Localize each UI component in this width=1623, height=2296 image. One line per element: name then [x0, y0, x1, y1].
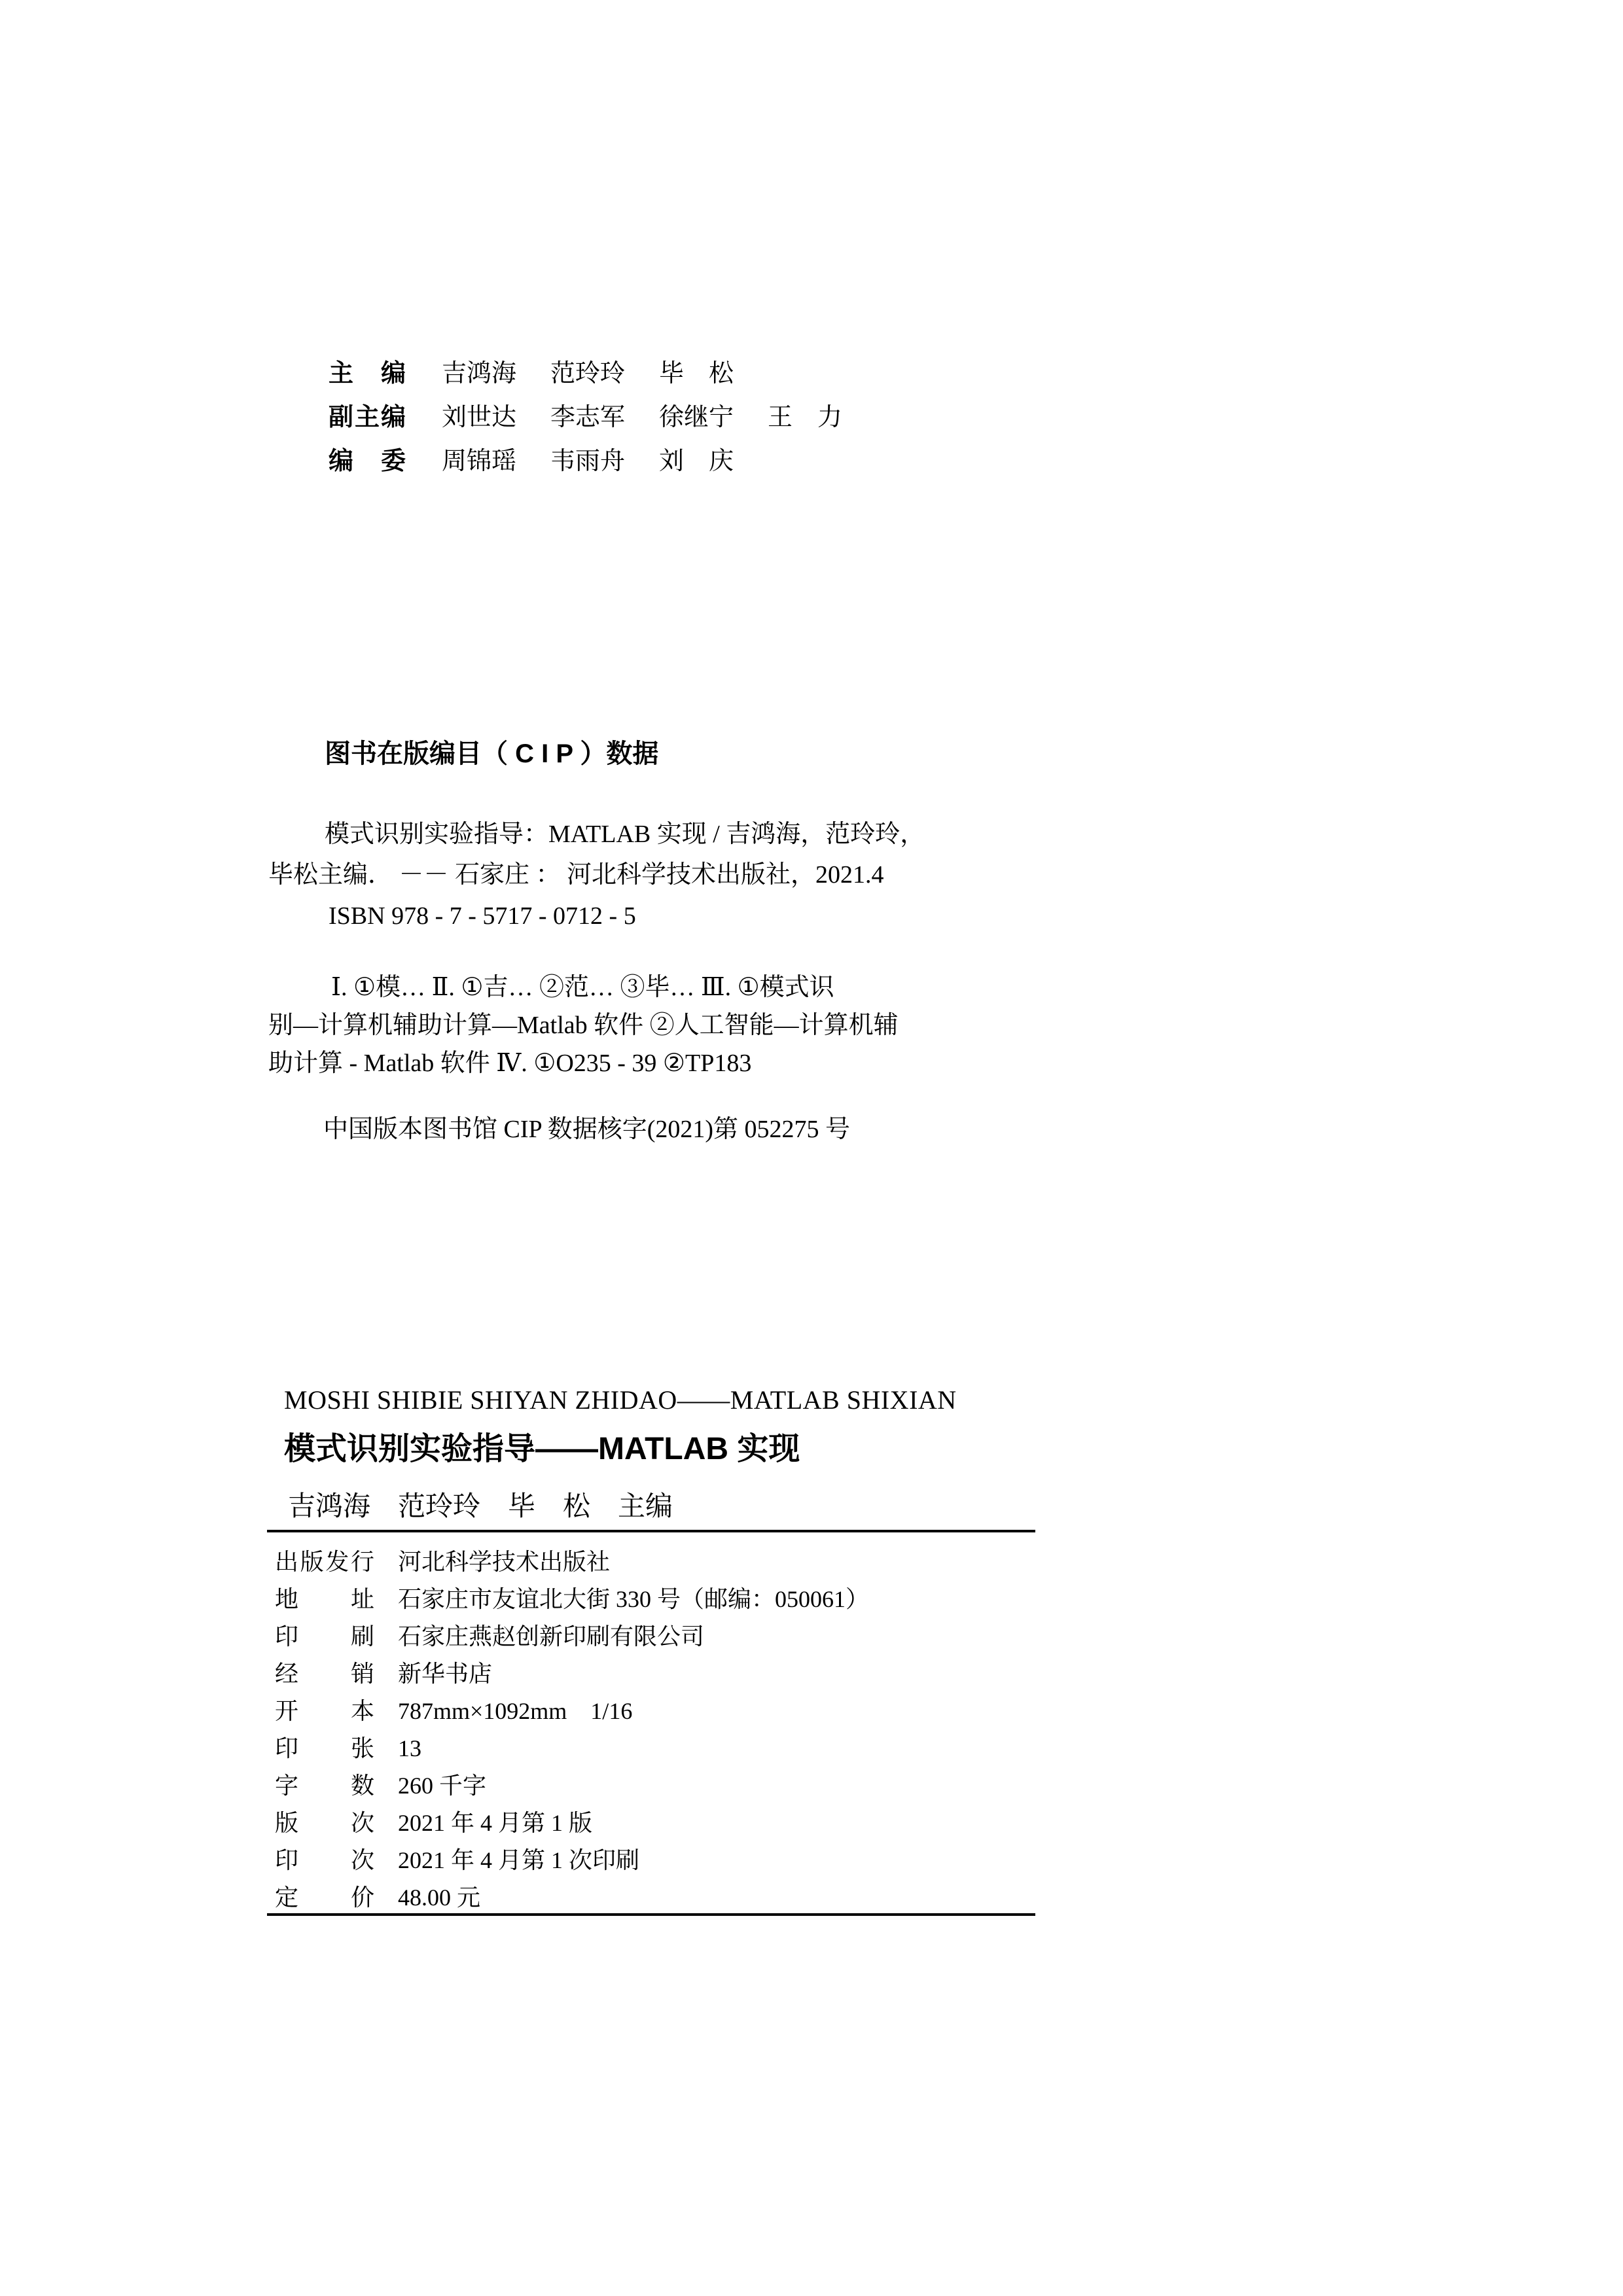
colophon-value: 260 千字: [398, 1773, 487, 1799]
editor-role-label: 编委: [329, 448, 406, 475]
cip-description: [268, 814, 1034, 895]
colophon-row-wordcount: [268, 1771, 1035, 1808]
colophon-value: 13: [398, 1735, 421, 1761]
editor-name: 周锦瑶: [442, 448, 517, 475]
colophon-value: 石家庄燕赵创新印刷有限公司: [398, 1623, 705, 1650]
cip-description-line: 模式识别实验指导：MATLAB 实现 / 吉鸿海，范玲玲，: [325, 821, 925, 848]
colophon-label: 印次: [275, 1847, 374, 1873]
divider-rule-top: [267, 1530, 1035, 1532]
editor-name: 刘世达: [442, 404, 517, 431]
colophon-value: 787mm×1092mm 1/16: [398, 1698, 633, 1724]
colophon-row-sheets: [268, 1733, 1035, 1771]
colophon-label: 印张: [275, 1735, 374, 1761]
editor-name: 韦雨舟: [550, 448, 626, 475]
classification-line: 助计算 - Matlab 软件 Ⅳ. ①O235 - 39 ②TP183: [268, 1050, 752, 1077]
byline: 吉鸿海 范玲玲 毕 松 主编: [288, 1492, 673, 1522]
editor-row-deputy: [329, 402, 842, 446]
colophon-label: 经销: [275, 1661, 374, 1687]
colophon-value: 石家庄市友谊北大街 330 号（邮编：050061）: [398, 1586, 870, 1612]
cip-description-line: 毕松主编． －－ 石家庄 ： 河北科学技术出版社，2021.4: [268, 861, 884, 889]
colophon-row-distributor: [268, 1659, 1035, 1696]
editor-name: 王 力: [768, 404, 843, 431]
colophon-table: [268, 1547, 1035, 1920]
editor-names: [442, 402, 842, 433]
colophon-row-printer: [268, 1621, 1035, 1659]
editor-names: [442, 446, 734, 476]
colophon-row-format: [268, 1696, 1035, 1733]
colophon-label: 出版发行: [275, 1549, 374, 1575]
pinyin-title: MOSHI SHIBIE SHIYAN ZHIDAO——MATLAB SHIXIAN: [284, 1385, 957, 1415]
cip-heading: 图书在版编目（ C I P ）数据: [325, 739, 659, 768]
colophon-label: 字数: [275, 1773, 374, 1799]
classification-line: Ⅰ. ①模… Ⅱ. ①吉… ②范… ③毕… Ⅲ. ①模式识: [331, 974, 834, 1001]
divider-rule-bottom: [267, 1913, 1035, 1916]
editor-row-board: [329, 446, 842, 490]
editor-name: 刘 庆: [659, 448, 734, 475]
colophon-row-edition: [268, 1808, 1035, 1845]
cip-record-line: 中国版本图书馆 CIP 数据核字(2021)第 052275 号: [323, 1116, 851, 1143]
cip-classification: [268, 968, 1034, 1082]
editor-name: 范玲玲: [550, 360, 626, 387]
editor-role-label: 主编: [329, 360, 406, 387]
editor-name: 李志军: [550, 404, 626, 431]
editor-name: 吉鸿海: [442, 360, 517, 387]
colophon-row-printing: [268, 1845, 1035, 1882]
colophon-row-address: [268, 1584, 1035, 1621]
colophon-value: 河北科学技术出版社: [398, 1549, 611, 1575]
colophon-value: 新华书店: [398, 1661, 493, 1687]
editor-name: 毕 松: [659, 360, 734, 387]
classification-line: 别—计算机辅助计算—Matlab 软件 ②人工智能—计算机辅: [268, 1012, 899, 1039]
isbn-line: ISBN 978 - 7 - 5717 - 0712 - 5: [329, 902, 636, 930]
colophon-label: 开本: [275, 1698, 374, 1724]
colophon-label: 地址: [275, 1586, 374, 1612]
colophon-row-publisher: [268, 1547, 1035, 1584]
editors-block: [329, 359, 842, 490]
colophon-label: 印刷: [275, 1623, 374, 1650]
editor-role-label: 副主编: [329, 404, 406, 431]
book-title: 模式识别实验指导——MATLAB 实现: [284, 1432, 800, 1466]
colophon-value: 48.00 元: [398, 1884, 481, 1911]
editor-row-chief: [329, 359, 842, 402]
colophon-value: 2021 年 4 月第 1 次印刷: [398, 1847, 640, 1873]
colophon-value: 2021 年 4 月第 1 版: [398, 1810, 593, 1836]
editor-names: [442, 359, 734, 389]
editor-name: 徐继宁: [659, 404, 734, 431]
colophon-label: 版次: [275, 1810, 374, 1836]
colophon-label: 定价: [275, 1884, 374, 1911]
